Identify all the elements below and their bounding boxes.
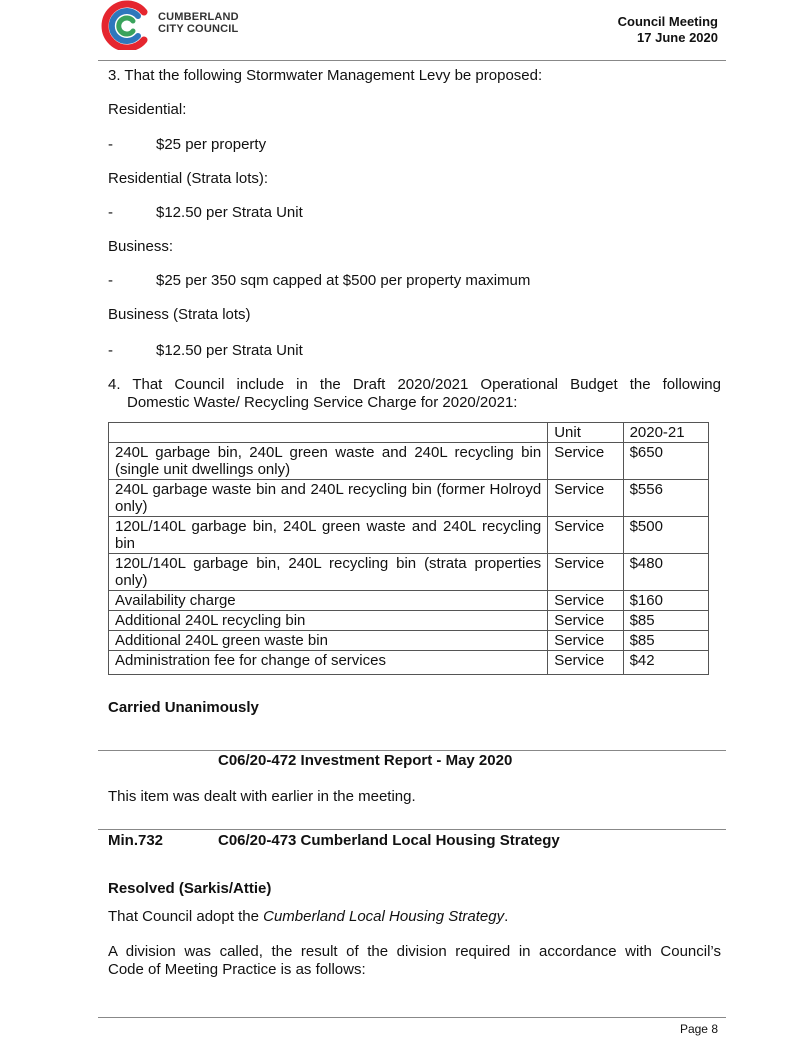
org-line2: CITY COUNCIL — [158, 23, 239, 35]
table-cell-charge: $556 — [623, 480, 708, 517]
meeting-title: Council Meeting — [617, 14, 718, 29]
table-cell-charge: $500 — [623, 517, 708, 554]
table-cell-charge: $650 — [623, 443, 708, 480]
dash-bullet: - — [108, 136, 113, 153]
table-row — [109, 591, 709, 611]
meeting-date: 17 June 2020 — [637, 30, 718, 45]
business-charge: $25 per 350 sqm capped at $500 per property maximum — [156, 272, 531, 289]
item473-body-prefix: That Council adopt the — [108, 908, 264, 925]
table-cell-unit: Service — [548, 554, 623, 591]
table-row — [109, 631, 709, 651]
item472-body: This item was dealt with earlier in the meeting. — [108, 788, 416, 805]
meeting-header — [618, 14, 718, 46]
table-row — [109, 651, 709, 675]
item473-body-suffix: . — [504, 908, 509, 925]
residential-charge: $25 per property — [156, 136, 267, 153]
table-cell-unit: Service — [548, 443, 623, 480]
footer-divider — [98, 1017, 726, 1018]
table-row — [109, 480, 709, 517]
table-cell-item: 240L garbage bin, 240L green waste and 240L recycling bin (single unit dwellings only) — [109, 443, 548, 480]
table-cell-unit: Service — [548, 591, 623, 611]
waste-intro-line2: Domestic Waste/ Recycling Service Charge for 2020/2021: — [127, 394, 518, 411]
table-cell-charge: $42 — [623, 651, 708, 675]
table-row — [109, 443, 709, 480]
table-cell-unit: Service — [548, 480, 623, 517]
item473-division-line1: A division was called, the result of the division required in accordance with Council’s — [108, 943, 721, 960]
residential-label: Residential: — [108, 101, 187, 118]
item473-body-italic: Cumberland Local Housing Strategy — [263, 908, 505, 925]
table-cell-item: Availability charge — [109, 591, 548, 611]
table-cell-unit: Service — [548, 651, 623, 675]
org-line1: CUMBERLAND — [158, 11, 239, 23]
item473-min: Min.732 — [108, 832, 164, 849]
table-header-row — [109, 423, 709, 443]
dash-bullet: - — [108, 204, 113, 221]
page-number: Page 8 — [679, 1022, 718, 1036]
table-cell-charge: $160 — [623, 591, 708, 611]
dash-bullet: - — [108, 272, 113, 289]
table-cell-unit: Service — [548, 631, 623, 651]
section-divider — [98, 829, 726, 830]
section-divider — [98, 750, 726, 751]
table-cell-item: Administration fee for change of services — [109, 651, 548, 675]
table-cell-item: 120L/140L garbage bin, 240L green waste and 240L recycling bin — [109, 517, 548, 554]
waste-charges-table — [108, 422, 709, 675]
table-cell-item: 240L garbage waste bin and 240L recycling bin (former Holroyd only) — [109, 480, 548, 517]
table-cell-charge: $85 — [623, 611, 708, 631]
carried-unanimously: Carried Unanimously — [108, 699, 259, 716]
item472-title: C06/20-472 Investment Report - May 2020 — [218, 752, 513, 769]
table-row — [109, 554, 709, 591]
table-header-unit: Unit — [548, 423, 623, 443]
dash-bullet: - — [108, 342, 113, 359]
table-cell-unit: Service — [548, 611, 623, 631]
council-logo — [100, 0, 154, 50]
table-header-charge: 2020-21 — [623, 423, 708, 443]
residential-strata-label: Residential (Strata lots): — [108, 170, 269, 187]
business-label: Business: — [108, 238, 174, 255]
business-strata-charge: $12.50 per Strata Unit — [156, 342, 303, 359]
business-strata-label: Business (Strata lots) — [108, 306, 251, 323]
stormwater-intro: 3. That the following Stormwater Management Levy be proposed: — [108, 67, 543, 84]
table-row — [109, 611, 709, 631]
table-cell-item: 120L/140L garbage bin, 240L recycling bin (strata properties only) — [109, 554, 548, 591]
item473-resolved: Resolved (Sarkis/Attie) — [108, 880, 272, 897]
item473-body — [108, 908, 508, 926]
council-logo-text — [158, 11, 239, 35]
table-cell-item: Additional 240L green waste bin — [109, 631, 548, 651]
table-cell-unit: Service — [548, 517, 623, 554]
item473-title: C06/20-473 Cumberland Local Housing Strategy — [218, 832, 560, 849]
table-cell-charge: $85 — [623, 631, 708, 651]
table-row — [109, 517, 709, 554]
item473-division-line2: Code of Meeting Practice is as follows: — [108, 961, 366, 978]
council-logo-icon — [100, 0, 154, 50]
table-cell-charge: $480 — [623, 554, 708, 591]
table-header-item — [109, 423, 548, 443]
residential-strata-charge: $12.50 per Strata Unit — [156, 204, 303, 221]
header-divider — [98, 60, 726, 61]
waste-intro-line1: 4. That Council include in the Draft 2020/2021 Operational Budget the following — [108, 376, 721, 393]
table-cell-item: Additional 240L recycling bin — [109, 611, 548, 631]
